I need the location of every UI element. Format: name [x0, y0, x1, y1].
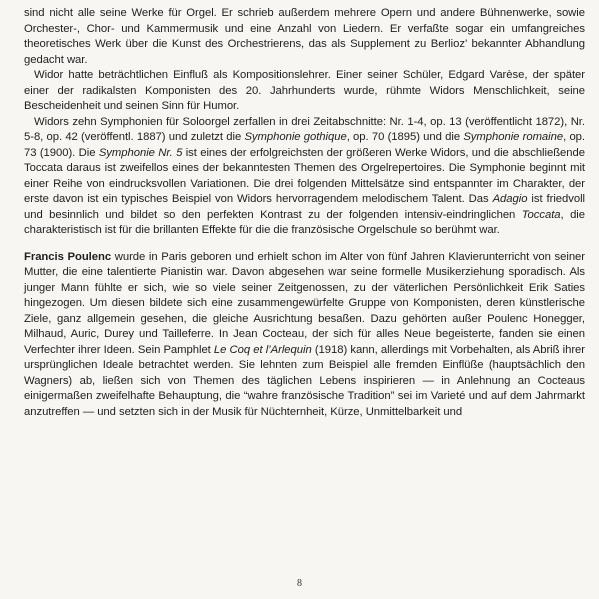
italic-title: Symphonie romaine: [463, 131, 564, 143]
italic-title: Toccata: [521, 208, 561, 221]
paragraph: [24, 6, 585, 68]
text-run: , op. 70 (1895) und die: [346, 131, 464, 143]
text-run: sind nicht alle seine Werke für Orgel. Er schrieb außerdem mehrere Opern und andere Bühnenwerke, sowie Orchester-, Chor- und Kammermusik und eine Anzahl von Liedern. Er verfaßte sogar ein umfangreiches theoretisches Werk über die Kunst des Orchestrierens, das als Supplement zu Berlioz’ bekannter Abhandlung gedacht war.: [24, 7, 585, 66]
paragraph: [24, 68, 585, 115]
text-run: ist friedvoll und besinnlich und bildet so den perfekten Kontrast zu der folgenden intensiv-eindringlichen: [24, 193, 585, 221]
text-run: , die charakteristisch ist für die brillanten Effekte für die die französische Orgelschule so berühmt war.: [24, 208, 585, 236]
page-number: 8: [297, 578, 302, 589]
text-run: Widor hatte beträchtlichen Einfluß als Kompositionslehrer. Einer seiner Schüler, Edgard Varèse, der später einer der radikalsten Komponisten des 20. Jahrhunderts wurde, rühmte Widors Menschlichkeit, seine Bescheidenheit und seinen Sinn für Humor.: [24, 69, 585, 112]
text-run: (1918) kann, allerdings mit Vorbehalten, als Abriß ihrer ursprünglichen Ideale betrachtet werden. Sie lehnten zum Beispiel alle fremden Einflüße (hauptsächlich den Wagners) ab, ließen sich von Themen des täglichen Lebens inspirieren — in Anlehnung an Cocteaus einigermaßen zweifelhafte Behauptung, die “wahre französische Tradition” sei im Varieté und auf dem Jahrmarkt anzutreffen — und setzten sich in der Musik für Nüchternheit, Kürze, Unmittelbarkeit und: [24, 343, 585, 418]
italic-title: Symphonie gothique: [244, 131, 347, 143]
text-run: wurde in Paris geboren und erhielt schon im Alter von fünf Jahren Klavierunterricht von seiner Mutter, die eine talentierte Pianistin war. Davon abgesehen war seine formelle Musikerziehung sporadisch. Als junger Mann fühlte er sich, wie so viele seiner Zeitgenossen, zu der väterlichen Persönlichkeit Erik Saties hingezogen. Um diesen bildete sich eine zusammengewürfelte Gruppe von Komponisten, deren künstlerische Ziele, ganz allgemein gesehen, die gleiche Ausrichtung besaßen. Dazu gehörten außer Poulenc Honegger, Milhaud, Auric, Durey und Tailleferre. In Jean Cocteau, der sich für alles Neue begeisterte, fanden sie einen Verfechter ihrer Ideen. Sein Pamphlet: [24, 250, 586, 356]
text-run: Widors zehn Symphonien für Soloorgel zerfallen in drei Zeitabschnitte: Nr. 1-4, op. 13 (veröffentlicht 1872), Nr. 5-8, op. 42 (veröffentl. 1887) und zuletzt die: [24, 115, 585, 143]
italic-title: Symphonie Nr. 5: [98, 146, 183, 159]
paragraph: [24, 250, 585, 421]
text-run: ist eines der erfolgreichsten der größeren Werke Widors, und die abschließende Toccata daraus ist zweifellos eines der bekanntesten Themen des Orgelrepertoires. Die Symphonie beginnt mit einer Reihe von eindrucksvollen Variationen. Die drei folgenden Mittelsätze sind entspannter im Charakter, der erste davon ist ein typisches Beispiel von Widors hervorragendem melodischem Talent. Das: [24, 146, 585, 205]
italic-title: Le Coq et l’Arlequin: [213, 343, 312, 356]
italic-title: Adagio: [492, 193, 528, 205]
paragraph: [24, 115, 585, 239]
body-text: [24, 6, 585, 420]
text-run: , op. 73 (1900). Die: [24, 131, 586, 159]
bold-name: Francis Poulenc: [24, 250, 112, 263]
